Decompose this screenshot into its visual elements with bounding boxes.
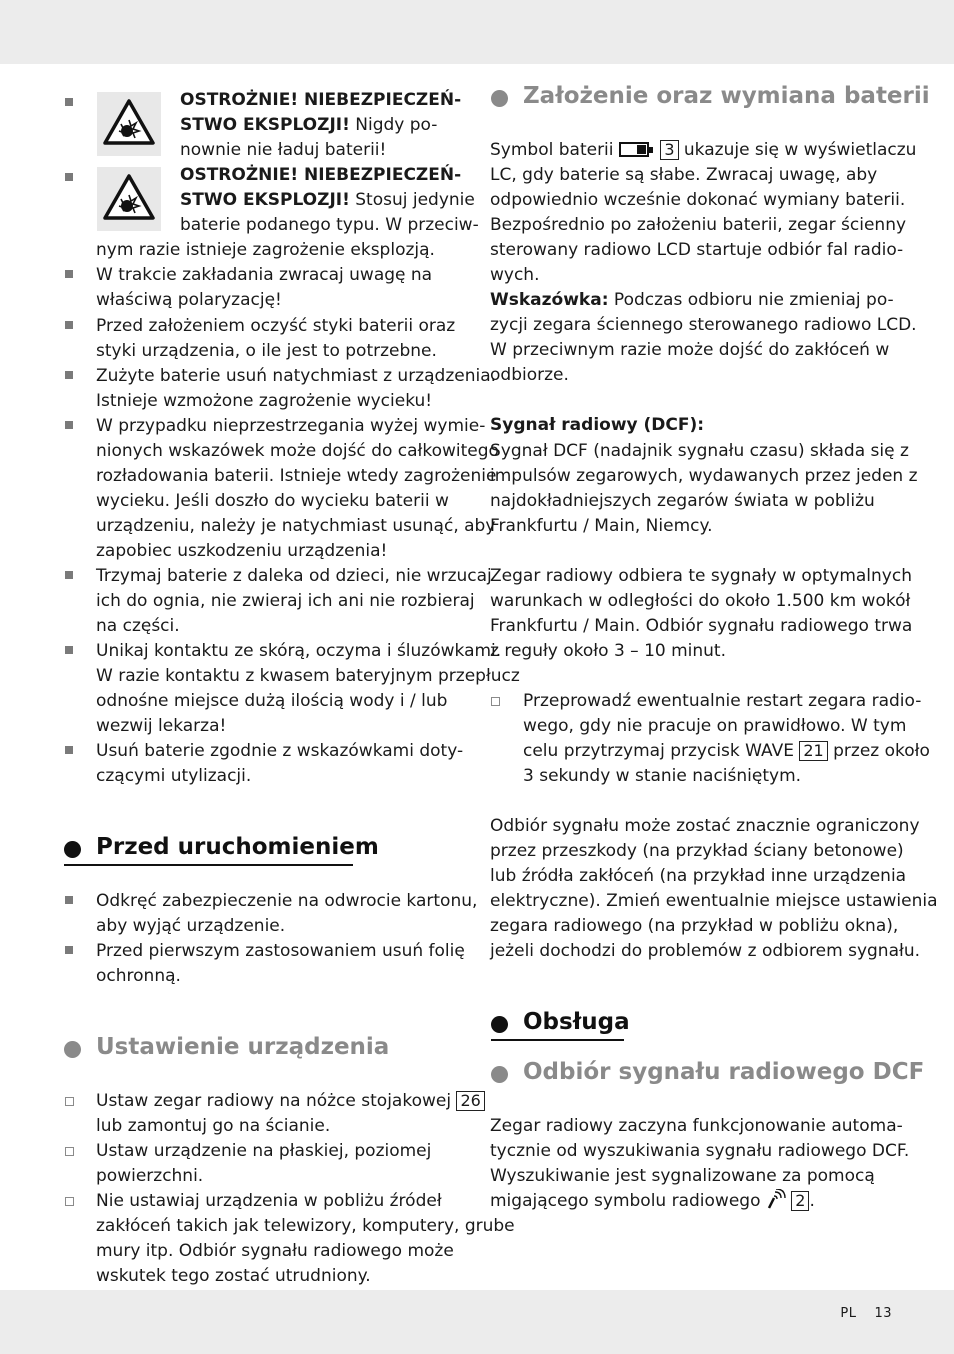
- bullet: [65, 896, 73, 904]
- footer-band: [0, 1290, 954, 1354]
- section-heading-setup: Ustawienie urządzenia: [96, 1034, 390, 1060]
- ref-number: 26: [456, 1091, 484, 1111]
- warning-text: STWO EKSPLOZJI! Stosuj jedynie: [180, 190, 475, 210]
- warning-text: nownie nie ładuj baterii!: [180, 140, 387, 160]
- bullet: [65, 173, 73, 181]
- list-item: ich do ognia, nie zwieraj ich ani nie rozbieraj: [96, 591, 475, 611]
- paragraph-line: Frankfurtu / Main, Niemcy.: [490, 516, 713, 536]
- section-heading-dcf-reception: Odbiór sygnału radiowego DCF: [523, 1059, 925, 1085]
- list-item: Przed pierwszym zastosowaniem usuń folię: [96, 941, 465, 961]
- list-item: zapobiec uszkodzeniu urządzenia!: [96, 541, 388, 561]
- step-text: zakłóceń takich jak telewizory, komputery, grube: [96, 1216, 515, 1236]
- step-checkbox: [65, 1097, 74, 1106]
- list-item: Unikaj kontaktu ze skórą, oczyma i śluzówkami.: [96, 641, 502, 661]
- page-footer: [822, 1306, 892, 1321]
- paragraph-line: tycznie od wyszukiwania sygnału radiowego DCF.: [490, 1141, 910, 1161]
- list-item: Trzymaj baterie z daleka od dzieci, nie wrzucaj: [96, 566, 492, 586]
- list-item: W trakcie zakładania zwracaj uwagę na: [96, 265, 433, 285]
- paragraph-line: Sygnał DCF (nadajnik sygnału czasu) składa się z: [490, 441, 909, 461]
- list-item: odnośne miejsce dużą ilością wody i / lub: [96, 691, 448, 711]
- warning-text: OSTROŻNIE! NIEBEZPIECZEŃ-: [180, 165, 462, 185]
- warning-text: nym razie istnieje zagrożenie eksplozją.: [96, 240, 435, 260]
- list-item: Usuń baterie zgodnie z wskazówkami doty-: [96, 741, 464, 761]
- paragraph-line: Frankfurtu / Main. Odbiór sygnału radiowego trwa: [490, 616, 913, 636]
- bullet: [65, 946, 73, 954]
- bullet: [65, 98, 73, 106]
- step-text: wego, gdy nie pracuje on prawidłowo. W tym: [523, 716, 907, 736]
- paragraph-line: zegara radiowego (na przykład w pobliżu okna),: [490, 916, 899, 936]
- step-checkbox: [65, 1197, 74, 1206]
- list-item: właściwą polaryzację!: [96, 290, 282, 310]
- hint-line: Wskazówka: Podczas odbioru nie zmieniaj po-: [490, 290, 894, 310]
- paragraph-line: jeżeli dochodzi do problemów z odbiorem sygnału.: [490, 941, 920, 961]
- list-item: na części.: [96, 616, 180, 636]
- warning-text: STWO EKSPLOZJI! Nigdy po-: [180, 115, 438, 135]
- paragraph-line: Bezpośrednio po założeniu baterii, zegar ścienny: [490, 215, 907, 235]
- section-heading-operation: Obsługa: [523, 1009, 630, 1035]
- section-dot: [64, 1041, 81, 1058]
- step-text: lub zamontuj go na ścianie.: [96, 1116, 331, 1136]
- section-dot: [64, 841, 81, 858]
- section-dot: [491, 1066, 508, 1083]
- paragraph-line: impulsów zegarowych, wydawanych przez jeden z: [490, 466, 918, 486]
- explosion-warning-icon: [97, 92, 161, 156]
- warning-text: OSTROŻNIE! NIEBEZPIECZEŃ-: [180, 90, 462, 110]
- ref-number: 21: [799, 741, 827, 761]
- explosion-warning-icon: [97, 167, 161, 231]
- heading-underline: [64, 864, 353, 866]
- bullet: [65, 571, 73, 579]
- hint-line: odbiorze.: [490, 365, 569, 385]
- list-item: ochronną.: [96, 966, 181, 986]
- warning-text: baterie podanego typu. W przeciw-: [180, 215, 479, 235]
- section-heading-before-use: Przed uruchomieniem: [96, 834, 379, 860]
- step-text: 3 sekundy w stanie naciśniętym.: [523, 766, 802, 786]
- list-item: Istnieje wzmożone zagrożenie wycieku!: [96, 391, 433, 411]
- paragraph-line: warunkach w odległości do około 1.500 km wokół: [490, 591, 911, 611]
- list-item: W przypadku nieprzestrzegania wyżej wymie-: [96, 416, 486, 436]
- step-checkbox: [491, 697, 500, 706]
- heading-underline: [491, 1039, 624, 1041]
- step-text: Nie ustawiaj urządzenia w pobliżu źródeł: [96, 1191, 442, 1211]
- step-text: celu przytrzymaj przycisk WAVE 21 przez około: [523, 741, 930, 761]
- paragraph-line: z reguły około 3 – 10 minut.: [490, 641, 726, 661]
- paragraph-line: Symbol baterii 3 ukazuje się w wyświetlaczu: [490, 140, 917, 160]
- bullet: [65, 321, 73, 329]
- list-item: urządzeniu, należy je natychmiast usunąć, aby: [96, 516, 496, 536]
- paragraph-line: elektryczne). Zmień ewentualnie miejsce ustawienia: [490, 891, 938, 911]
- section-heading-battery: Założenie oraz wymiana baterii: [523, 83, 930, 109]
- paragraph-line: najdokładniejszych zegarów świata w pobliżu: [490, 491, 875, 511]
- language-code: PL: [840, 1306, 857, 1321]
- step-text: Ustaw urządzenie na płaskiej, poziomej: [96, 1141, 432, 1161]
- list-item: rozładowania baterii. Istnieje wtedy zagrożenie: [96, 466, 497, 486]
- page-number: 13: [874, 1306, 892, 1321]
- paragraph-line: wych.: [490, 265, 540, 285]
- paragraph-line: Odbiór sygnału może zostać znacznie ograniczony: [490, 816, 920, 836]
- step-text: powierzchni.: [96, 1166, 204, 1186]
- paragraph-line: lub źródła zakłóceń (na przykład inne urządzenia: [490, 866, 907, 886]
- step-text: wskutek tego zostać utrudniony.: [96, 1266, 371, 1286]
- bullet: [65, 746, 73, 754]
- step-text: mury itp. Odbiór sygnału radiowego może: [96, 1241, 454, 1261]
- subheading-dcf-signal: Sygnał radiowy (DCF):: [490, 415, 705, 435]
- list-item: Odkręć zabezpieczenie na odwrocie kartonu,: [96, 891, 478, 911]
- step-text: Przeprowadź ewentualnie restart zegara radio-: [523, 691, 922, 711]
- list-item: czącymi utylizacji.: [96, 766, 252, 786]
- bullet: [65, 270, 73, 278]
- section-dot: [491, 1016, 508, 1033]
- paragraph-line: Zegar radiowy odbiera te sygnały w optymalnych: [490, 566, 912, 586]
- hint-line: zycji zegara ściennego sterowanego radiowo LCD.: [490, 315, 917, 335]
- list-item: styki urządzenia, o ile jest to potrzebne.: [96, 341, 437, 361]
- ref-number: 2: [791, 1191, 809, 1211]
- list-item: wezwij lekarza!: [96, 716, 227, 736]
- bullet: [65, 371, 73, 379]
- list-item: wycieku. Jeśli doszło do wycieku baterii w: [96, 491, 449, 511]
- paragraph-line: sterowany radiowo LCD startuje odbiór fal radio-: [490, 240, 904, 260]
- paragraph-line: Zegar radiowy zaczyna funkcjonowanie automa-: [490, 1116, 903, 1136]
- hint-line: W przeciwnym razie może dojść do zakłóceń w: [490, 340, 890, 360]
- paragraph-line: migającego symbolu radiowego 2 .: [490, 1191, 815, 1211]
- list-item: Przed założeniem oczyść styki baterii oraz: [96, 316, 456, 336]
- section-dot: [491, 90, 508, 107]
- paragraph-line: LC, gdy baterie są słabe. Zwracaj uwagę, aby: [490, 165, 878, 185]
- bullet: [65, 421, 73, 429]
- header-band: [0, 0, 954, 64]
- step-checkbox: [65, 1147, 74, 1156]
- ref-number: 3: [660, 140, 678, 160]
- list-item: Zużyte baterie usuń natychmiast z urządzenia.: [96, 366, 497, 386]
- battery-icon: [619, 142, 649, 157]
- list-item: W razie kontaktu z kwasem bateryjnym przepłucz: [96, 666, 520, 686]
- bullet: [65, 646, 73, 654]
- list-item: nionych wskazówek może dojść do całkowitego: [96, 441, 499, 461]
- radio-signal-icon: [766, 1189, 786, 1209]
- paragraph-line: odpowiednio wcześnie dokonać wymiany baterii.: [490, 190, 906, 210]
- paragraph-line: Wyszukiwanie jest sygnalizowane za pomocą: [490, 1166, 875, 1186]
- list-item: aby wyjąć urządzenie.: [96, 916, 286, 936]
- step-text: Ustaw zegar radiowy na nóżce stojakowej 26: [96, 1089, 485, 1114]
- paragraph-line: przez przeszkody (na przykład ściany betonowe): [490, 841, 904, 861]
